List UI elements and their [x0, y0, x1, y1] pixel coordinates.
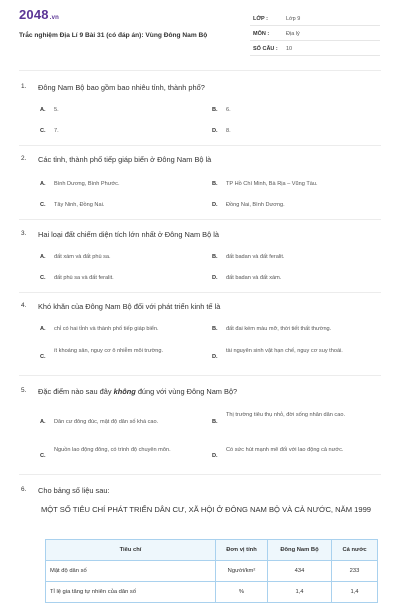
- question-text-start: Đặc điểm nào sau đây: [38, 387, 114, 396]
- table-cell: %: [216, 582, 268, 603]
- document-title: Trắc nghiệm Địa Lí 9 Bài 31 (có đáp án): Vùng Đông Nam Bộ: [19, 32, 208, 39]
- site-logo[interactable]: [19, 7, 59, 22]
- logo-suffix: .vn: [49, 15, 60, 21]
- option-letter: C.: [40, 354, 46, 360]
- table-header-cell: Đơn vị tính: [216, 540, 268, 561]
- table-row: [46, 582, 378, 603]
- option-letter: B.: [212, 181, 218, 187]
- option-letter: B.: [212, 107, 218, 113]
- option-letter: C.: [40, 128, 46, 134]
- meta-row-class: [250, 14, 380, 26]
- question-number: 5.: [21, 387, 27, 394]
- meta-divider: [250, 40, 380, 41]
- meta-divider: [250, 55, 380, 56]
- question-number: 2.: [21, 155, 27, 162]
- header-divider: [19, 70, 381, 71]
- option-letter: D.: [212, 128, 218, 134]
- option-letter: A.: [40, 326, 46, 332]
- table-cell: 1,4: [268, 582, 332, 603]
- option-text: đất phù sa và đất feralit.: [54, 275, 114, 281]
- option-text: Đồng Nai, Bình Dương.: [226, 202, 285, 208]
- option-letter: B.: [212, 419, 218, 425]
- option-letter: B.: [212, 254, 218, 260]
- meta-label: SỐ CÂU :: [253, 46, 278, 52]
- table-header-cell: Tiêu chí: [46, 540, 216, 561]
- option-letter: D.: [212, 354, 218, 360]
- option-text: 7.: [54, 128, 59, 134]
- question-number: 6.: [21, 486, 27, 493]
- question-text: Hai loại đất chiếm diện tích lớn nhất ở Đông Nam Bộ là: [38, 230, 220, 239]
- question-divider: [19, 292, 381, 293]
- meta-row-subject: [250, 29, 380, 41]
- question-text-end: đúng với vùng Đông Nam Bộ?: [135, 387, 238, 396]
- option-text: Dân cư đông đúc, mật độ dân số khá cao.: [54, 419, 159, 425]
- table-cell: 1,4: [332, 582, 378, 603]
- option-text: 5.: [54, 107, 59, 113]
- option-text: TP Hồ Chí Minh, Bà Rịa – Vũng Tàu.: [226, 181, 318, 187]
- question-number: 4.: [21, 302, 27, 309]
- table-header-cell: Cả nước: [332, 540, 378, 561]
- question-number: 3.: [21, 230, 27, 237]
- meta-label: MÔN :: [253, 31, 270, 37]
- option-letter: D.: [212, 275, 218, 281]
- table-cell: 233: [332, 561, 378, 582]
- meta-label: LỚP :: [253, 16, 268, 22]
- option-letter: D.: [212, 453, 218, 459]
- option-letter: C.: [40, 275, 46, 281]
- option-text: tài nguyên sinh vật hạn chế, nguy cơ suy thoái.: [226, 348, 343, 354]
- table-cell: Tỉ lệ gia tăng tự nhiên của dân số: [46, 582, 216, 603]
- option-text: 8.: [226, 128, 231, 134]
- option-text: đất badan và đất feralit.: [226, 254, 285, 260]
- question-divider: [19, 375, 381, 376]
- meta-value: Lớp 9: [286, 16, 301, 22]
- option-text: Tây Ninh, Đồng Nai.: [54, 202, 105, 208]
- question-text: Các tỉnh, thành phố tiếp giáp biển ở Đông Nam Bộ là: [38, 155, 212, 164]
- question-text: Cho bảng số liệu sau:: [38, 486, 110, 495]
- option-letter: A.: [40, 419, 46, 425]
- option-text: Bình Dương, Bình Phước.: [54, 181, 120, 187]
- meta-divider: [250, 25, 380, 26]
- option-letter: D.: [212, 202, 218, 208]
- question-divider: [19, 219, 381, 220]
- option-text: Nguồn lao động đông, có trình độ chuyên môn.: [54, 447, 171, 453]
- option-letter: C.: [40, 453, 46, 459]
- table-cell: Người/km²: [216, 561, 268, 582]
- question-text: Đông Nam Bộ bao gồm bao nhiêu tỉnh, thành phố?: [38, 83, 205, 92]
- option-text: Có sức hút mạnh mẽ đối với lao động cả nước.: [226, 447, 344, 453]
- meta-value: 10: [286, 46, 293, 52]
- option-letter: B.: [212, 326, 218, 332]
- question-divider: [19, 145, 381, 146]
- question-text: [38, 387, 378, 396]
- question-emphasis: không: [113, 387, 136, 396]
- logo-text: 2048: [19, 7, 49, 22]
- option-text: đất xám và đất phù sa.: [54, 254, 111, 260]
- option-text: chỉ có hai tỉnh và thành phố tiếp giáp biển.: [54, 326, 159, 332]
- option-letter: A.: [40, 181, 46, 187]
- meta-value: Địa lý: [286, 31, 300, 37]
- table-header-row: [46, 540, 378, 561]
- option-text: 6.: [226, 107, 231, 113]
- option-text: đất badan và đất xám.: [226, 275, 282, 281]
- question-divider: [19, 474, 381, 475]
- question-number: 1.: [21, 83, 27, 90]
- option-text: ít khoáng sản, nguy cơ ô nhiễm môi trường.: [54, 348, 164, 354]
- table-title: MỘT SỐ TIÊU CHÍ PHÁT TRIỂN DÂN CƯ, XÃ HỘI Ở ĐÔNG NAM BỘ VÀ CẢ NƯỚC, NĂM 1999: [40, 505, 372, 514]
- option-text: đất đai kém màu mỡ, thời tiết thất thường.: [226, 326, 332, 332]
- data-table: [45, 539, 378, 603]
- table-cell: Mật độ dân số: [46, 561, 216, 582]
- meta-row-count: [250, 44, 380, 56]
- option-letter: A.: [40, 107, 46, 113]
- table-cell: 434: [268, 561, 332, 582]
- option-letter: C.: [40, 202, 46, 208]
- question-text: Khó khăn của Đông Nam Bộ đối với phát triển kinh tế là: [38, 302, 221, 311]
- option-letter: A.: [40, 254, 46, 260]
- option-text: Thị trường tiêu thụ nhỏ, đời sống nhân dân cao.: [226, 412, 345, 418]
- table-header-cell: Đông Nam Bộ: [268, 540, 332, 561]
- table-row: [46, 561, 378, 582]
